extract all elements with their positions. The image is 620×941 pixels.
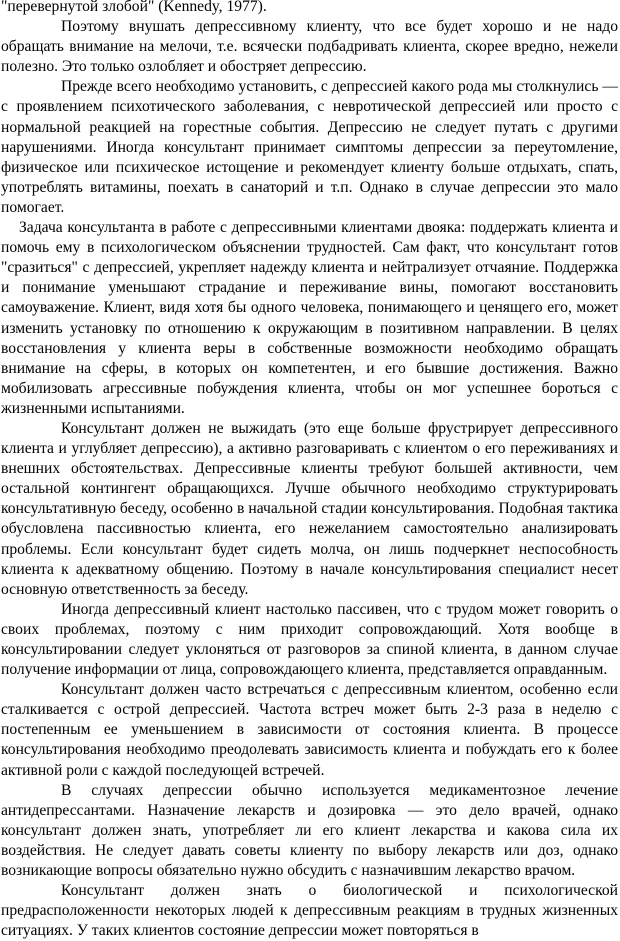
paragraph: Консультант должен не выжидать (это еще больше фрустрирует депрессивного клиента и углубляет депрессию), а активно разговаривать с клиентом о его переживаниях и внешних обстоятельствах. Депрессивные клиенты требуют большей активности, чем остальной контингент обращающихся. Лучше обычного необходимо структурировать консультативную беседу, особенно в начальной стадии консультирования. Подобная тактика обусловлена пассивностью клиента, его нежеланием самостоятельно анализировать проблемы. Если консультант будет сидеть молча, он лишь подчеркнет неспособность клиента к адекватному общению. Поэтому в начале консультирования специалист несет основную ответственность за беседу. [1,419,618,598]
paragraph-continuation: "перевернутой злобой" (Kennedy, 1977). [1,0,267,15]
paragraph: Задача консультанта в работе с депрессивными клиентами двояка: поддержать клиента и помочь ему в психологическом объяснении трудностей. Сам факт, что консультант готов "сразиться" с депрессией, укрепляет надежду клиента и нейтрализует отчаяние. Поддержка и понимание уменьшают страдание и переживание вины, помогают восстановить самоуважение. Клиент, видя хотя бы одного человека, понимающего и ценящего его, может изменить установку по отношению к окружающим в позитивном направлении. В целях восстановления у клиента веры в собственные возможности необходимо обращать внимание на сферы, в которых он компетентен, и его бывшие достижения. Важно мобилизовать агрессивные побуждения клиента, чтобы он мог успешнее бороться с жизненными испытаниями. [1,219,618,417]
paragraph: Поэтому внушать депрессивному клиенту, что все будет хорошо и не надо обращать внимание на мелочи, т.е. всячески подбадривать клиента, скорее вредно, нежели полезно. Это только озлобляет и обостряет депрессию. [1,18,618,76]
paragraph: Прежде всего необходимо установить, с депрессией какого рода мы столкнулись — с проявлением психотического заболевания, с невротической депрессией или просто с нормальной реакцией на горестные события. Депрессию не следует путать с другими нарушениями. Иногда консультант принимает симптомы депрессии за переутомление, физическое или психическое истощение и рекомендует клиенту больше отдыхать, спать, употреблять витамины, поехать в санаторий и т.п. Однако в случае депрессии это мало помогает. [1,78,618,216]
paragraph: В случаях депрессии обычно используется медикаментозное лечение антидепрессантами. Назначение лекарств и дозировка — это дело врачей, однако консультант должен знать, употребляет ли его клиент лекарства и какова сила их воздействия. Не следует давать советы клиенту по выбору лекарств или доз, однако возникающие вопросы обязательно нужно обсудить с назначившим лекарство врачом. [1,781,618,880]
paragraph: Консультант должен часто встречаться с депрессивным клиентом, особенно если сталкивается с острой депрессией. Частота встреч может быть 2-3 раза в неделю с постепенным ее уменьшением в зависимости от состояния клиента. В процессе консультирования необходимо преодолевать зависимость клиента и побуждать его к более активной роли с каждой последующей встречей. [1,681,618,779]
paragraph: Иногда депрессивный клиент настолько пассивен, что с трудом может говорить о своих проблемах, поэтому с ним приходит сопровождающий. Хотя вообще в консультировании следует уклоняться от разговоров за спиной клиента, в данном случае получение информации от лица, сопровождающего клиента, представляется оправданным. [1,600,618,679]
paragraph: Консультант должен знать о биологической и психологической предрасположенности некоторых людей к депрессивным реакциям в трудных жизненных ситуациях. У таких клиентов состояние депрессии может повторяться в [1,882,618,940]
